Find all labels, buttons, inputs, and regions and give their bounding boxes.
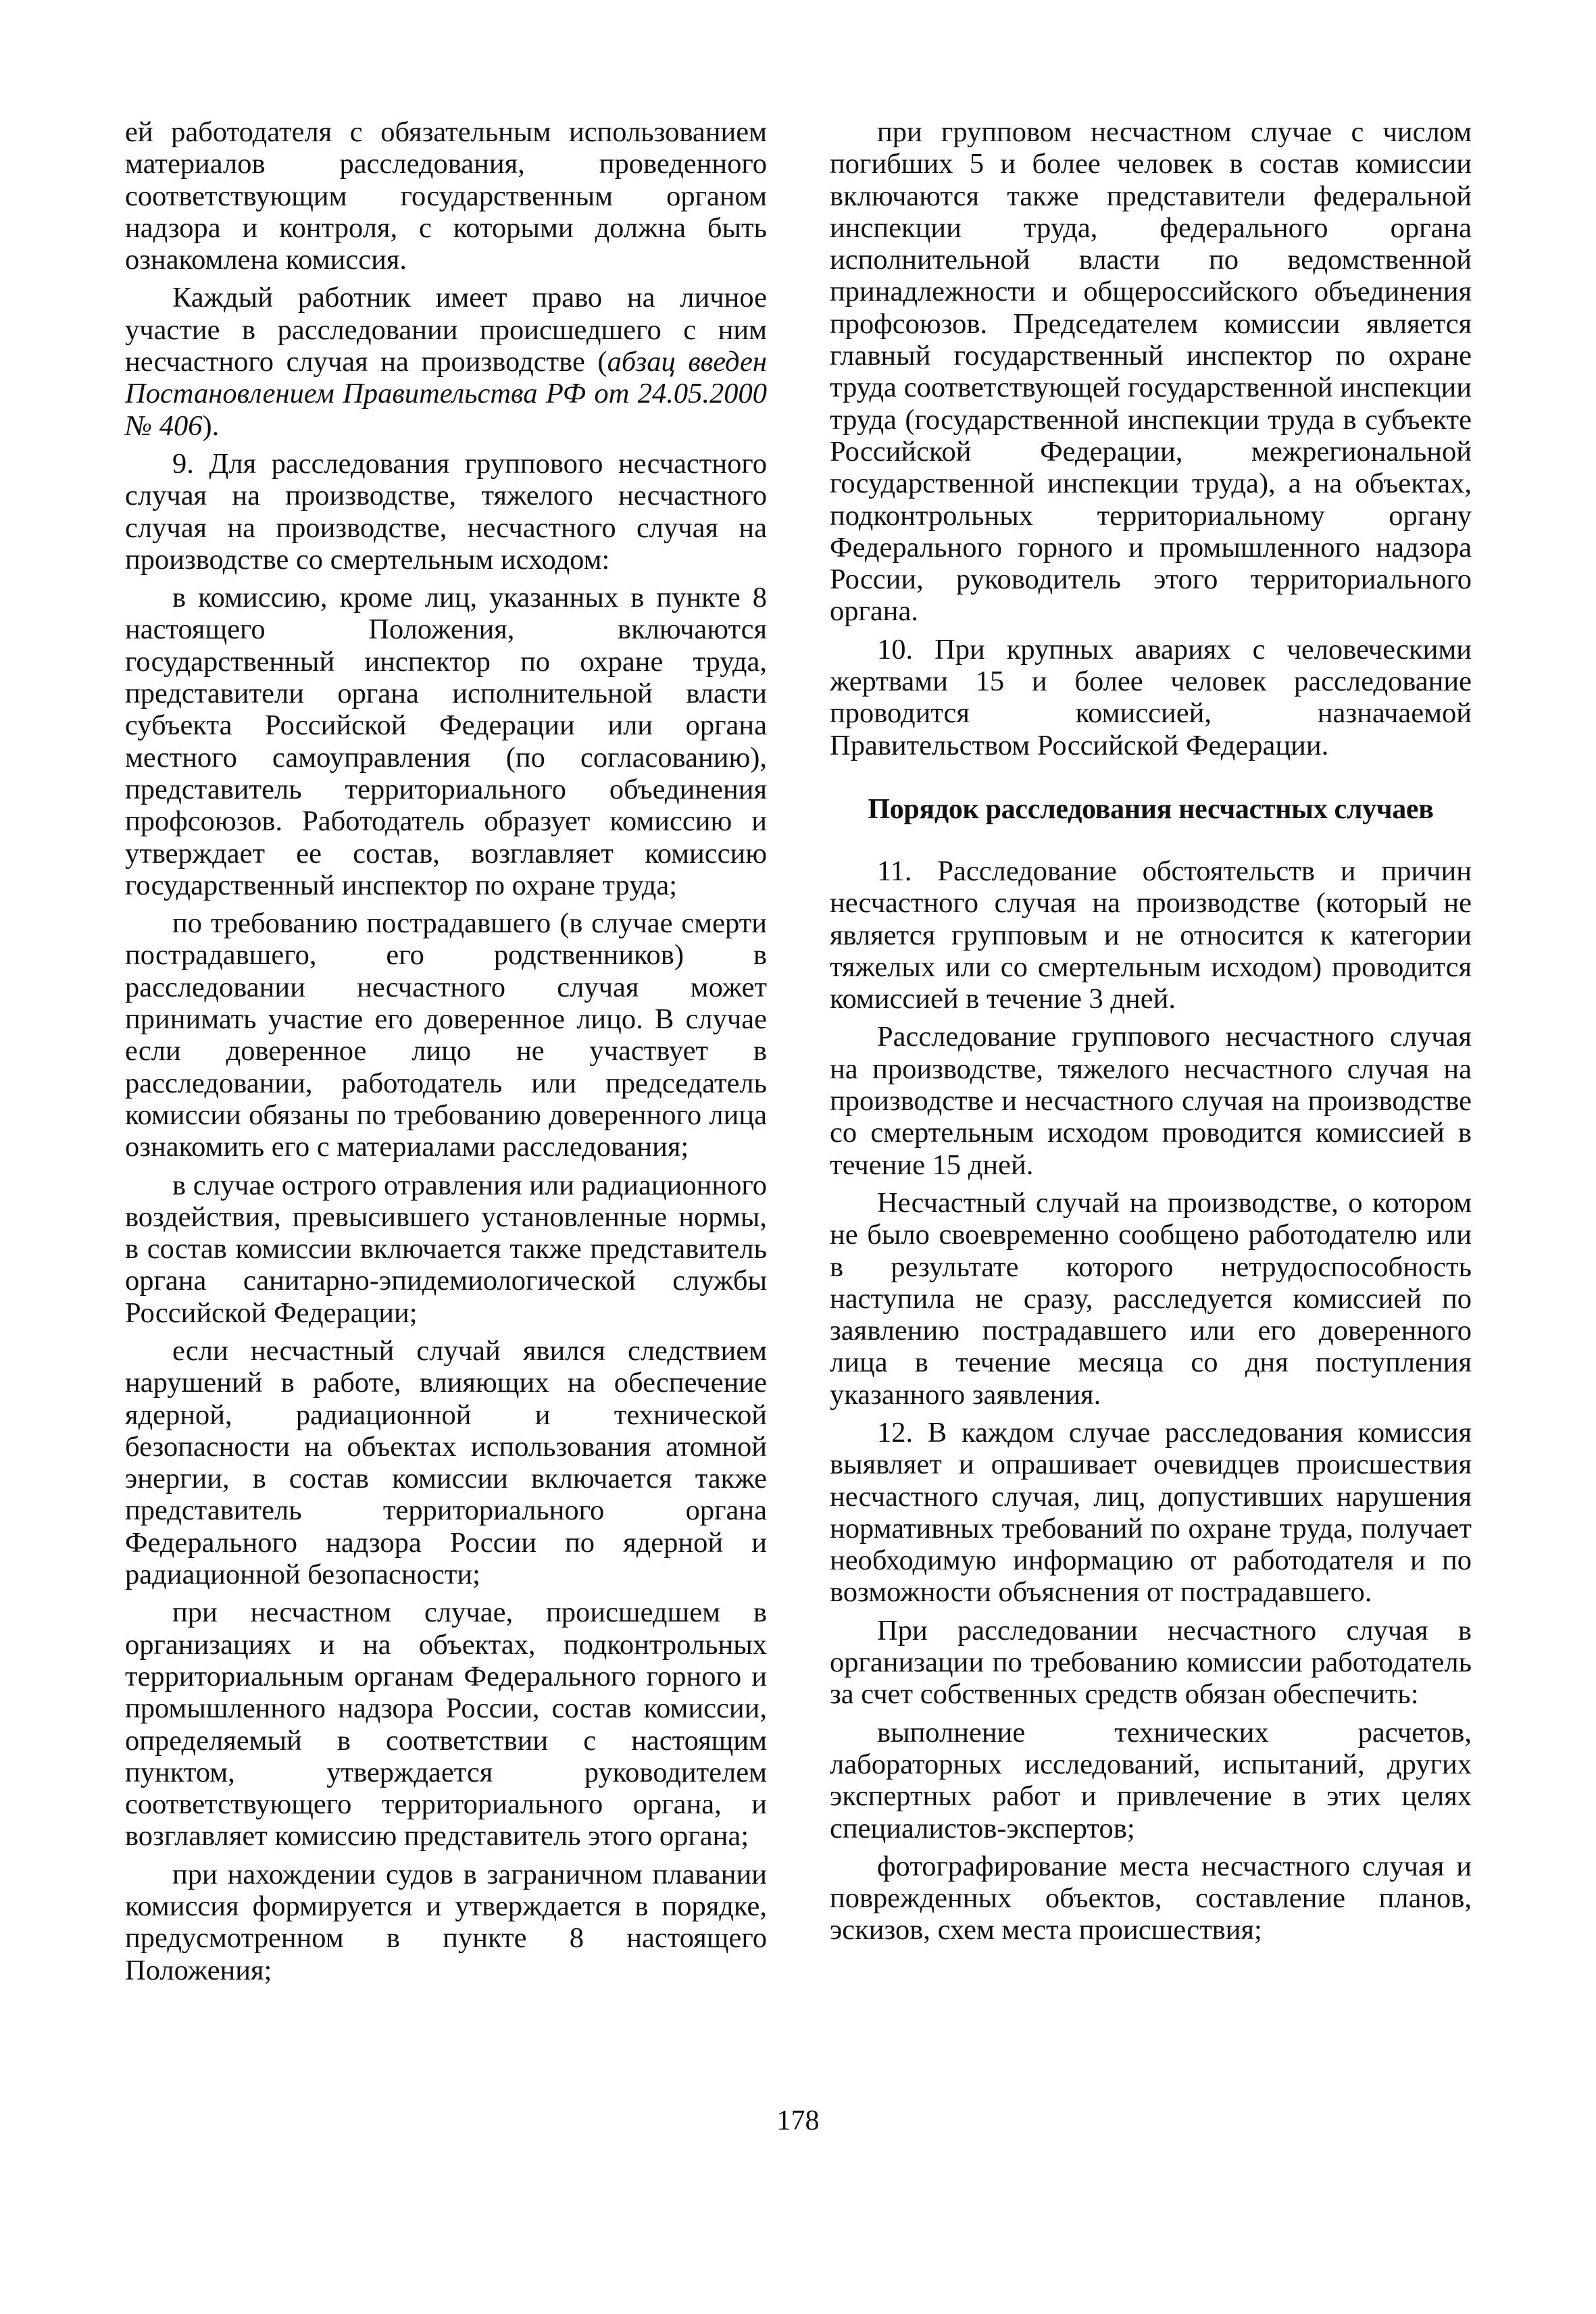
paragraph: При расследовании несчастного случая в организации по требованию комиссии работодатель за счет собственных средств обязан обеспечить: <box>830 1614 1472 1711</box>
paragraph-text: Каждый работник имеет право на личное участие в расследовании происшедшего с ним несчастного случая на производстве ( <box>125 282 767 378</box>
amendment-note: абзац введен Постановлением Правительства РФ от 24.05.2000 № 406 <box>125 346 767 442</box>
paragraph-clause-10: 10. При крупных авариях с человеческими жертвами 15 и более человек расследование проводится комиссией, назначаемой Правительством Российской Федерации. <box>830 633 1472 761</box>
paragraph: по требованию пострадавшего (в случае смерти пострадавшего, его родственников) в расследовании несчастного случая может принимать участие его доверенное лицо. В случае если доверенное лицо не участвует в расследовании, работодатель или председатель комиссии обязаны по требованию доверенного лица ознакомить его с материалами расследования; <box>125 907 767 1163</box>
paragraph: при нахождении судов в заграничном плавании комиссия формируется и утверждается в порядке, предусмотренном в пункте 8 настоящего Положения; <box>125 1858 767 1986</box>
paragraph: фотографирование места несчастного случая и поврежденных объектов, составление планов, эскизов, схем места происшествия; <box>830 1850 1472 1946</box>
paragraph: ей работодателя с обязательным использованием материалов расследования, проведенного соответствующим государственным органом надзора и контроля, с которыми должна быть ознакомлена комиссия. <box>125 116 767 276</box>
paragraph: при несчастном случае, происшедшем в организациях и на объектах, подконтрольных территориальным органам Федерального горного и промышленного надзора России, состав комиссии, определяемый в соответствии с настоящим пунктом, утверждается руководителем соответствующего территориального органа, и возглавляет комиссию представитель этого органа; <box>125 1596 767 1853</box>
paragraph: выполнение технических расчетов, лабораторных исследований, испытаний, других экспертных работ и привлечение в этих целях специалистов-экспертов; <box>830 1716 1472 1844</box>
paragraph: в случае острого отравления или радиационного воздействия, превысившего установленные нормы, в состав комиссии включается также представитель органа санитарно-эпидемиологической службы Российской Федерации; <box>125 1169 767 1329</box>
paragraph: в комиссию, кроме лиц, указанных в пункте 8 настоящего Положения, включаются государственный инспектор по охране труда, представители органа исполнительной власти субъекта Российской Федерации или органа местного самоуправления (по согласованию), представитель территориального объединения профсоюзов. Работодатель образует комиссию и утверждает ее состав, возглавляет комиссию государственный инспектор по охране труда; <box>125 582 767 901</box>
paragraph-clause-11: 11. Расследование обстоятельств и причин несчастного случая на производстве (который не является групповым и не относится к категории тяжелых или со смертельным исходом) проводится комиссией в течение 3 дней. <box>830 855 1472 1015</box>
paragraph: при групповом несчастном случае с числом погибших 5 и более человек в состав комиссии включаются также представители федеральной инспекции труда, федерального органа исполнительной власти по ведомственной принадлежности и общероссийского объединения профсоюзов. Председателем комиссии является главный государственный инспектор по охране труда соответствующей государственной инспекции труда (государственной инспекции труда в субъекте Российской Федерации, межрегиональной государственной инспекции труда), а на объектах, подконтрольных территориальному органу Федерального горного и промышленного надзора России, руководитель этого территориального органа. <box>830 116 1472 628</box>
right-column <box>830 116 1472 1953</box>
page-number: 178 <box>776 2105 820 2136</box>
section-heading: Порядок расследования несчастных случаев <box>868 793 1434 825</box>
paragraph-text-end: ). <box>202 409 220 442</box>
paragraph: если несчастный случай явился следствием нарушений в работе, влияющих на обеспечение ядерной, радиационной и технической безопасности на объектах использования атомной энергии, в состав комиссии включается также представитель территориального органа Федерального надзора России по ядерной и радиационной безопасности; <box>125 1334 767 1591</box>
paragraph-worker-right <box>125 282 767 441</box>
paragraph: Расследование группового несчастного случая на производстве, тяжелого несчастного случая на производстве и несчастного случая на производстве со смертельным исходом проводится комиссией в течение 15 дней. <box>830 1021 1472 1181</box>
paragraph-clause-9: 9. Для расследования группового несчастного случая на производстве, тяжелого несчастного случая на производстве, несчастного случая на производстве со смертельным исходом: <box>125 447 767 576</box>
paragraph: Несчастный случай на производстве, о котором не было своевременно сообщено работодателю или в результате которого нетрудоспособность наступила не сразу, расследуется комиссией по заявлению пострадавшего или его доверенного лица в течение месяца со дня поступления указанного заявления. <box>830 1186 1472 1411</box>
paragraph-clause-12: 12. В каждом случае расследования комиссия выявляет и опрашивает очевидцев происшествия несчастного случая, лиц, допустивших нарушения нормативных требований по охране труда, получает необходимую информацию от работодателя и по возможности объяснения от пострадавшего. <box>830 1416 1472 1609</box>
left-column <box>125 116 767 1992</box>
